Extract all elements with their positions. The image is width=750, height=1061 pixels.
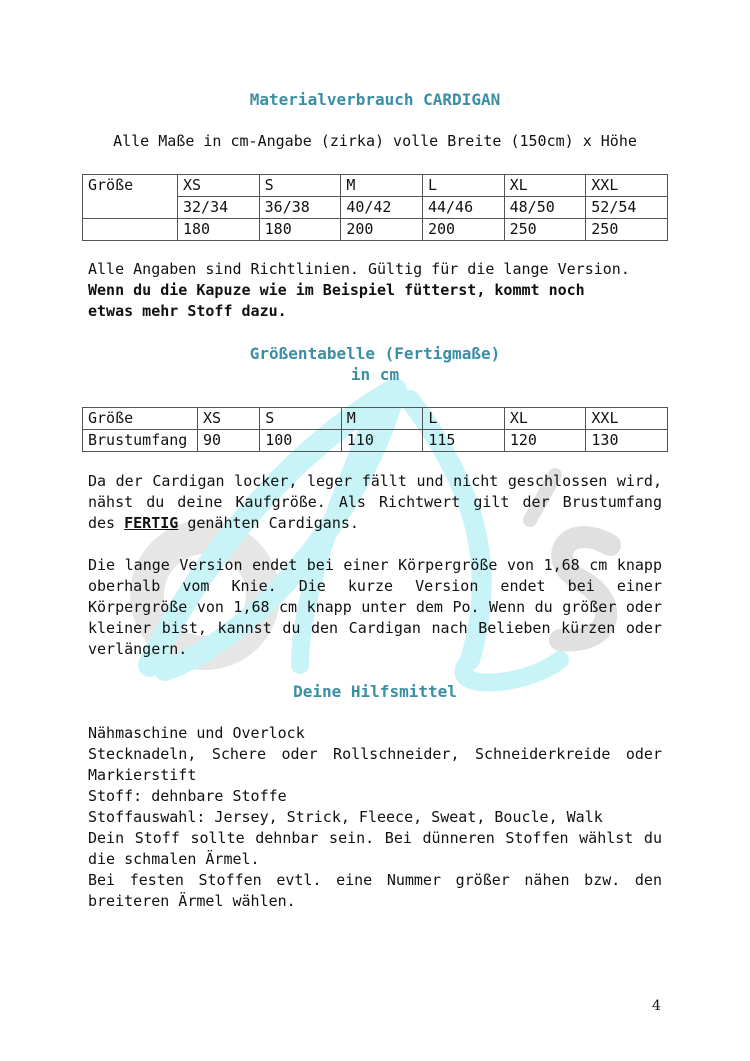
table-cell: 48/50: [504, 197, 586, 219]
table-cell: 40/42: [341, 197, 423, 219]
tools-line: Nähmaschine und Overlock: [88, 724, 305, 742]
table-cell: 36/38: [259, 197, 341, 219]
table-cell: 200: [341, 219, 423, 241]
paragraph-line: Da der Cardigan locker, leger fällt und nicht geschlossen wird,: [88, 472, 662, 490]
paragraph-line: Körpergröße von 1,68 cm knapp unter dem Po. Wenn du größer oder: [88, 598, 662, 616]
subtitle: Alle Maße in cm-Angabe (zirka) volle Breite (150cm) x Höhe: [113, 132, 637, 150]
paragraph-text: genähten Cardigans.: [187, 514, 359, 532]
table-cell: XL: [504, 175, 586, 197]
tools-line: Stecknadeln, Schere oder Rollschneider, Schneiderkreide oder: [88, 745, 662, 763]
table-header-cell: Größe: [83, 408, 198, 430]
paragraph-line: Die lange Version endet bei einer Körpergröße von 1,68 cm knapp: [88, 556, 662, 574]
section-heading-sizes: Größentabelle (Fertigmaße): [249, 344, 501, 363]
table-cell: 200: [422, 219, 504, 241]
tools-line: Stoff: dehnbare Stoffe: [88, 787, 287, 805]
table-cell: XL: [504, 408, 586, 430]
table-cell: 250: [504, 219, 586, 241]
paragraph-text: des: [88, 514, 116, 532]
table-cell: 180: [178, 219, 260, 241]
paragraph-line: nähst du deine Kaufgröße. Als Richtwert gilt der Brustumfang: [88, 493, 662, 511]
table-cell: S: [259, 175, 341, 197]
table-cell: 130: [586, 430, 668, 452]
material-table: [82, 174, 668, 241]
tools-line: Stoffauswahl: Jersey, Strick, Fleece, Sweat, Boucle, Walk: [88, 808, 603, 826]
page-title: Materialverbrauch CARDIGAN: [249, 90, 501, 109]
table-header-cell: Brustumfang: [83, 430, 198, 452]
page-number: 4: [652, 998, 661, 1014]
tools-line: Markierstift: [88, 766, 197, 784]
table-cell: 110: [341, 430, 423, 452]
table-cell: [83, 219, 178, 241]
table-row: [83, 430, 668, 452]
table-cell: M: [341, 175, 423, 197]
paragraph-line: kleiner bist, kannst du den Cardigan nach Belieben kürzen oder: [88, 619, 662, 637]
table-cell: L: [422, 175, 504, 197]
table-cell: 90: [198, 430, 260, 452]
table-cell: 100: [260, 430, 342, 452]
tools-line: die schmalen Ärmel.: [88, 850, 260, 868]
tools-line: Bei festen Stoffen evtl. eine Nummer größer nähen bzw. den: [88, 871, 662, 889]
note-bold-text: etwas mehr Stoff dazu.: [88, 302, 287, 320]
paragraph-line: oberhalb vom Knie. Die kurze Version endet bei einer: [88, 577, 662, 595]
table-cell: L: [423, 408, 505, 430]
table-cell: XS: [198, 408, 260, 430]
tools-line: breiteren Ärmel wählen.: [88, 892, 296, 910]
table-cell: 250: [586, 219, 668, 241]
table-header-cell: Größe: [83, 175, 178, 219]
note-text: Alle Angaben sind Richtlinien. Gültig für die lange Version.: [88, 260, 630, 278]
paragraph-line: [88, 514, 662, 532]
table-cell: XXL: [586, 408, 668, 430]
paragraph-line: verlängern.: [88, 640, 188, 658]
table-cell: XS: [178, 175, 260, 197]
section-heading-sizes-unit: in cm: [350, 365, 400, 384]
size-table: [82, 407, 668, 452]
note-bold-text: Wenn du die Kapuze wie im Beispiel fütterst, kommt noch: [88, 281, 585, 299]
table-cell: 52/54: [586, 197, 668, 219]
table-row: [83, 175, 668, 197]
table-cell: 115: [423, 430, 505, 452]
table-cell: XXL: [586, 175, 668, 197]
table-row: [83, 408, 668, 430]
table-cell: 180: [259, 219, 341, 241]
emphasis-text: FERTIG: [124, 514, 179, 532]
table-cell: 32/34: [178, 197, 260, 219]
table-row: [83, 219, 668, 241]
tools-line: Dein Stoff sollte dehnbar sein. Bei dünneren Stoffen wählst du: [88, 829, 662, 847]
table-cell: M: [341, 408, 423, 430]
table-cell: S: [260, 408, 342, 430]
table-cell: 44/46: [422, 197, 504, 219]
section-heading-tools: Deine Hilfsmittel: [293, 682, 457, 701]
table-cell: 120: [504, 430, 586, 452]
